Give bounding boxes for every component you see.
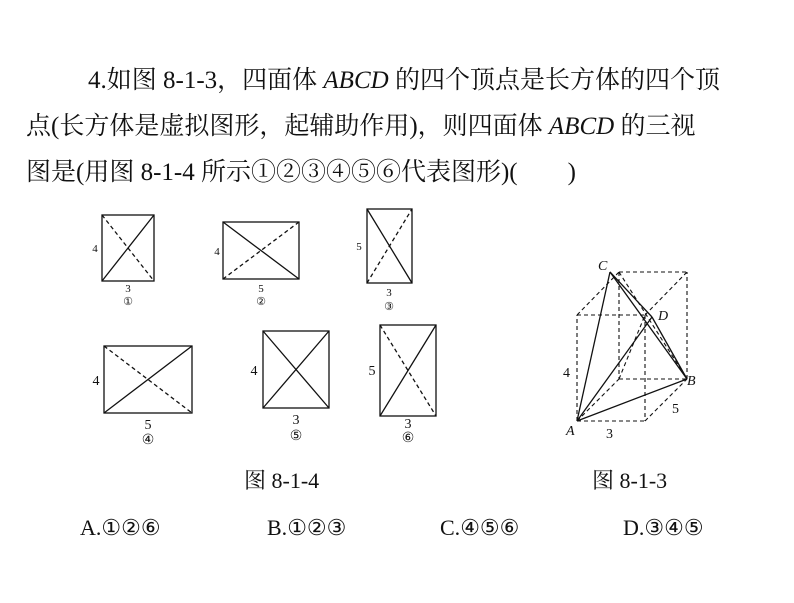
option-d-value: ③④⑤ [644,515,704,540]
view-4-height-label: 4 [92,374,100,389]
vertex-a-label: A [566,424,575,439]
option-d-letter: D. [623,515,645,540]
view-1-width-label: 3 [125,283,131,295]
option-b-letter: B. [267,515,288,540]
question-text: 的三视 [614,113,696,140]
view-3-height-label: 5 [356,241,362,253]
question-text: 的四个顶点是长方体的四个顶 [388,67,720,94]
view-2 [223,222,299,279]
vertex-b-label: B [687,374,696,389]
view-4 [104,346,192,413]
view-2-marker: ② [256,296,266,308]
option-d[interactable] [623,515,704,541]
view-6-height-label: 5 [368,364,376,379]
view-1-marker: ① [123,296,133,308]
vertex-c-label: C [598,259,608,274]
view-3-marker: ③ [384,301,394,313]
view-5-marker: ⑤ [289,429,303,444]
option-c-letter: C. [440,515,461,540]
view-1 [102,215,154,281]
option-a-letter: A. [80,515,102,540]
edge-depth-label: 5 [672,402,679,417]
view-1-height-label: 4 [92,243,98,255]
view-3 [367,209,412,283]
view-6-width-label: 3 [404,417,412,432]
view-4-width-label: 5 [144,418,152,433]
view-4-marker: ④ [141,433,155,448]
option-c[interactable] [440,515,519,541]
caption-figure-8-1-3: 图 8-1-3 [592,468,668,493]
view-6 [380,325,436,416]
view-2-width-label: 5 [258,283,264,295]
view-3-width-label: 3 [386,287,392,299]
option-a-value: ①②⑥ [101,515,161,540]
view-6-marker: ⑥ [401,431,415,446]
option-b-value: ①②③ [287,515,347,540]
view-5 [263,331,329,408]
vertex-d-label: D [658,309,669,324]
view-5-height-label: 4 [250,364,258,379]
option-c-value: ④⑤⑥ [460,515,520,540]
view-5-width-label: 3 [292,413,300,428]
cuboid-with-tetrahedron [577,272,687,421]
question-text: 图是(用图 8-1-4 所示①②③④⑤⑥代表图形)( ) [26,159,576,186]
caption-figure-8-1-4: 图 8-1-4 [244,468,320,493]
option-b[interactable] [267,515,346,541]
question-text: 点(长方体是虚拟图形，起辅助作用)，则四面体 [26,113,549,140]
edge-height-label: 4 [563,366,570,381]
view-2-height-label: 4 [214,246,220,258]
option-a[interactable] [80,515,161,541]
tetrahedron-name: ABCD [548,113,615,140]
edge-width-label: 3 [606,427,613,442]
tetrahedron-name: ABCD [323,67,389,94]
question-text: 4.如图 8-1-3，四面体 [88,67,324,94]
